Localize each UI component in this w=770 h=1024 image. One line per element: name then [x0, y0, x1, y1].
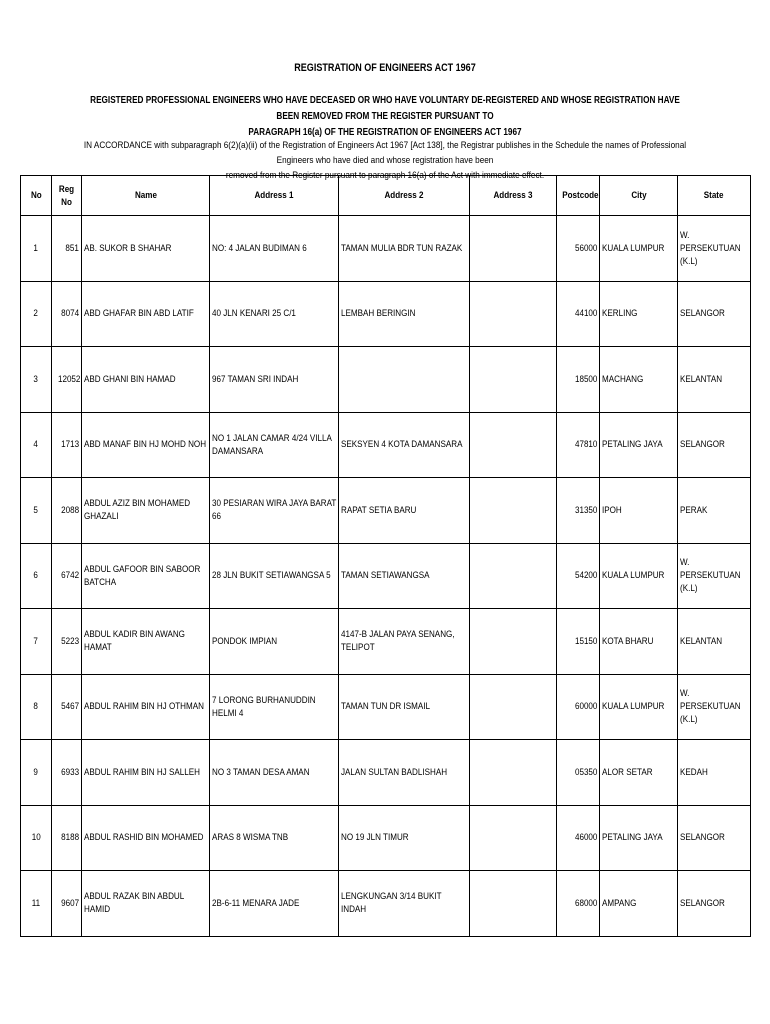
- cell-address-2: TAMAN TUN DR ISMAIL: [339, 674, 470, 740]
- cell-address-1: NO 3 TAMAN DESA AMAN: [210, 740, 339, 806]
- cell-city: MACHANG: [600, 347, 678, 413]
- header-reg-no: Reg No: [52, 176, 82, 216]
- table-row: [21, 805, 751, 871]
- table-header-row: [21, 176, 751, 216]
- cell-no: 7: [21, 609, 52, 675]
- table-row: [21, 347, 751, 413]
- cell-state: SELANGOR: [678, 412, 751, 478]
- cell-name: ABDUL RAHIM BIN HJ SALLEH: [82, 740, 210, 806]
- cell-address-2: RAPAT SETIA BARU: [339, 478, 470, 544]
- cell-state: W. PERSEKUTUAN (K.L): [678, 674, 751, 740]
- cell-name: ABD GHANI BIN HAMAD: [82, 347, 210, 413]
- table-row: [21, 412, 751, 478]
- table-row: [21, 871, 751, 937]
- cell-postcode: 47810: [557, 412, 600, 478]
- cell-address-2: NO 19 JLN TIMUR: [339, 805, 470, 871]
- cell-city: KOTA BHARU: [600, 609, 678, 675]
- cell-postcode: 05350: [557, 740, 600, 806]
- cell-name: AB. SUKOR B SHAHAR: [82, 216, 210, 282]
- cell-address-1: 967 TAMAN SRI INDAH: [210, 347, 339, 413]
- document-subtitle: [86, 93, 685, 141]
- cell-name: ABDUL KADIR BIN AWANG HAMAT: [82, 609, 210, 675]
- cell-name: ABDUL RAZAK BIN ABDUL HAMID: [82, 871, 210, 937]
- cell-state: W. PERSEKUTUAN (K.L): [678, 543, 751, 609]
- engineers-table: [20, 175, 751, 937]
- cell-address-3: [470, 412, 557, 478]
- cell-state: KEDAH: [678, 740, 751, 806]
- table-row: [21, 674, 751, 740]
- header-address-1: Address 1: [210, 176, 339, 216]
- cell-reg-no: 1713: [52, 412, 82, 478]
- cell-address-1: 28 JLN BUKIT SETIAWANGSA 5: [210, 543, 339, 609]
- cell-no: 9: [21, 740, 52, 806]
- cell-city: KUALA LUMPUR: [600, 216, 678, 282]
- header-city: City: [600, 176, 678, 216]
- cell-address-1: 30 PESIARAN WIRA JAYA BARAT 66: [210, 478, 339, 544]
- cell-postcode: 56000: [557, 216, 600, 282]
- cell-no: 10: [21, 805, 52, 871]
- cell-postcode: 18500: [557, 347, 600, 413]
- cell-reg-no: 5467: [52, 674, 82, 740]
- cell-postcode: 60000: [557, 674, 600, 740]
- cell-no: 3: [21, 347, 52, 413]
- cell-address-3: [470, 216, 557, 282]
- header-postcode: Postcode: [557, 176, 600, 216]
- cell-name: ABDUL GAFOOR BIN SABOOR BATCHA: [82, 543, 210, 609]
- cell-address-3: [470, 281, 557, 347]
- cell-name: ABDUL RASHID BIN MOHAMED: [82, 805, 210, 871]
- cell-city: KUALA LUMPUR: [600, 674, 678, 740]
- cell-address-3: [470, 740, 557, 806]
- cell-no: 11: [21, 871, 52, 937]
- cell-address-3: [470, 347, 557, 413]
- cell-address-3: [470, 478, 557, 544]
- cell-state: SELANGOR: [678, 281, 751, 347]
- cell-address-2: [339, 347, 470, 413]
- cell-reg-no: 851: [52, 216, 82, 282]
- cell-no: 1: [21, 216, 52, 282]
- header-address-3: Address 3: [470, 176, 557, 216]
- cell-state: KELANTAN: [678, 347, 751, 413]
- document-title: REGISTRATION OF ENGINEERS ACT 1967: [294, 62, 476, 74]
- table-row: [21, 543, 751, 609]
- subtitle-line-1: REGISTERED PROFESSIONAL ENGINEERS WHO HAVE DECEASED OR WHO HAVE VOLUNTARY DE-REGISTERED AND WHOSE REGISTRATION HAVE BEEN REMOVED FROM THE REGISTER PURSUANT TO: [90, 95, 680, 122]
- cell-address-1: NO 1 JALAN CAMAR 4/24 VILLA DAMANSARA: [210, 412, 339, 478]
- table-row: [21, 740, 751, 806]
- cell-address-2: JALAN SULTAN BADLISHAH: [339, 740, 470, 806]
- cell-reg-no: 8074: [52, 281, 82, 347]
- table-row: [21, 478, 751, 544]
- cell-name: ABD GHAFAR BIN ABD LATIF: [82, 281, 210, 347]
- cell-name: ABDUL AZIZ BIN MOHAMED GHAZALI: [82, 478, 210, 544]
- cell-postcode: 15150: [557, 609, 600, 675]
- cell-reg-no: 6742: [52, 543, 82, 609]
- cell-city: KERLING: [600, 281, 678, 347]
- cell-city: KUALA LUMPUR: [600, 543, 678, 609]
- cell-address-2: SEKSYEN 4 KOTA DAMANSARA: [339, 412, 470, 478]
- cell-address-1: 40 JLN KENARI 25 C/1: [210, 281, 339, 347]
- intro-line-1: IN ACCORDANCE with subparagraph 6(2)(a)(ii) of the Registration of Engineers Act 1967 [Act 138], the Registrar publishes in the Schedule the names of Professional Engineers who have died and whose registration have been: [83, 140, 687, 166]
- cell-reg-no: 2088: [52, 478, 82, 544]
- header-no: No: [21, 176, 52, 216]
- cell-reg-no: 12052: [52, 347, 82, 413]
- cell-reg-no: 8188: [52, 805, 82, 871]
- cell-address-2: LENGKUNGAN 3/14 BUKIT INDAH: [339, 871, 470, 937]
- cell-no: 6: [21, 543, 52, 609]
- cell-address-3: [470, 543, 557, 609]
- cell-address-2: 4147-B JALAN PAYA SENANG, TELIPOT: [339, 609, 470, 675]
- cell-address-2: TAMAN MULIA BDR TUN RAZAK: [339, 216, 470, 282]
- header-name: Name: [82, 176, 210, 216]
- cell-city: PETALING JAYA: [600, 412, 678, 478]
- header-state: State: [678, 176, 751, 216]
- subtitle-line-2: PARAGRAPH 16(a) OF THE REGISTRATION OF ENGINEERS ACT 1967: [248, 127, 522, 138]
- table-row: [21, 216, 751, 282]
- cell-postcode: 46000: [557, 805, 600, 871]
- cell-no: 8: [21, 674, 52, 740]
- table-row: [21, 609, 751, 675]
- table-row: [21, 281, 751, 347]
- cell-address-1: PONDOK IMPIAN: [210, 609, 339, 675]
- cell-state: KELANTAN: [678, 609, 751, 675]
- cell-city: ALOR SETAR: [600, 740, 678, 806]
- cell-address-1: NO: 4 JALAN BUDIMAN 6: [210, 216, 339, 282]
- cell-name: ABDUL RAHIM BIN HJ OTHMAN: [82, 674, 210, 740]
- cell-state: PERAK: [678, 478, 751, 544]
- intro-line-2: removed from the Register pursuant to paragraph 16(a) of the Act with immediate effect.: [225, 170, 545, 181]
- cell-address-3: [470, 805, 557, 871]
- cell-name: ABD MANAF BIN HJ MOHD NOH: [82, 412, 210, 478]
- cell-state: SELANGOR: [678, 871, 751, 937]
- cell-postcode: 54200: [557, 543, 600, 609]
- cell-reg-no: 9607: [52, 871, 82, 937]
- cell-city: IPOH: [600, 478, 678, 544]
- cell-address-3: [470, 609, 557, 675]
- cell-city: PETALING JAYA: [600, 805, 678, 871]
- cell-address-1: ARAS 8 WISMA TNB: [210, 805, 339, 871]
- cell-address-1: 7 LORONG BURHANUDDIN HELMI 4: [210, 674, 339, 740]
- cell-postcode: 44100: [557, 281, 600, 347]
- cell-no: 5: [21, 478, 52, 544]
- cell-address-1: 2B-6-11 MENARA JADE: [210, 871, 339, 937]
- header-address-2: Address 2: [339, 176, 470, 216]
- cell-address-3: [470, 674, 557, 740]
- cell-address-2: LEMBAH BERINGIN: [339, 281, 470, 347]
- cell-postcode: 68000: [557, 871, 600, 937]
- cell-postcode: 31350: [557, 478, 600, 544]
- cell-state: W. PERSEKUTUAN (K.L): [678, 216, 751, 282]
- cell-address-2: TAMAN SETIAWANGSA: [339, 543, 470, 609]
- cell-reg-no: 6933: [52, 740, 82, 806]
- cell-reg-no: 5223: [52, 609, 82, 675]
- cell-city: AMPANG: [600, 871, 678, 937]
- cell-no: 2: [21, 281, 52, 347]
- cell-no: 4: [21, 412, 52, 478]
- cell-address-3: [470, 871, 557, 937]
- cell-state: SELANGOR: [678, 805, 751, 871]
